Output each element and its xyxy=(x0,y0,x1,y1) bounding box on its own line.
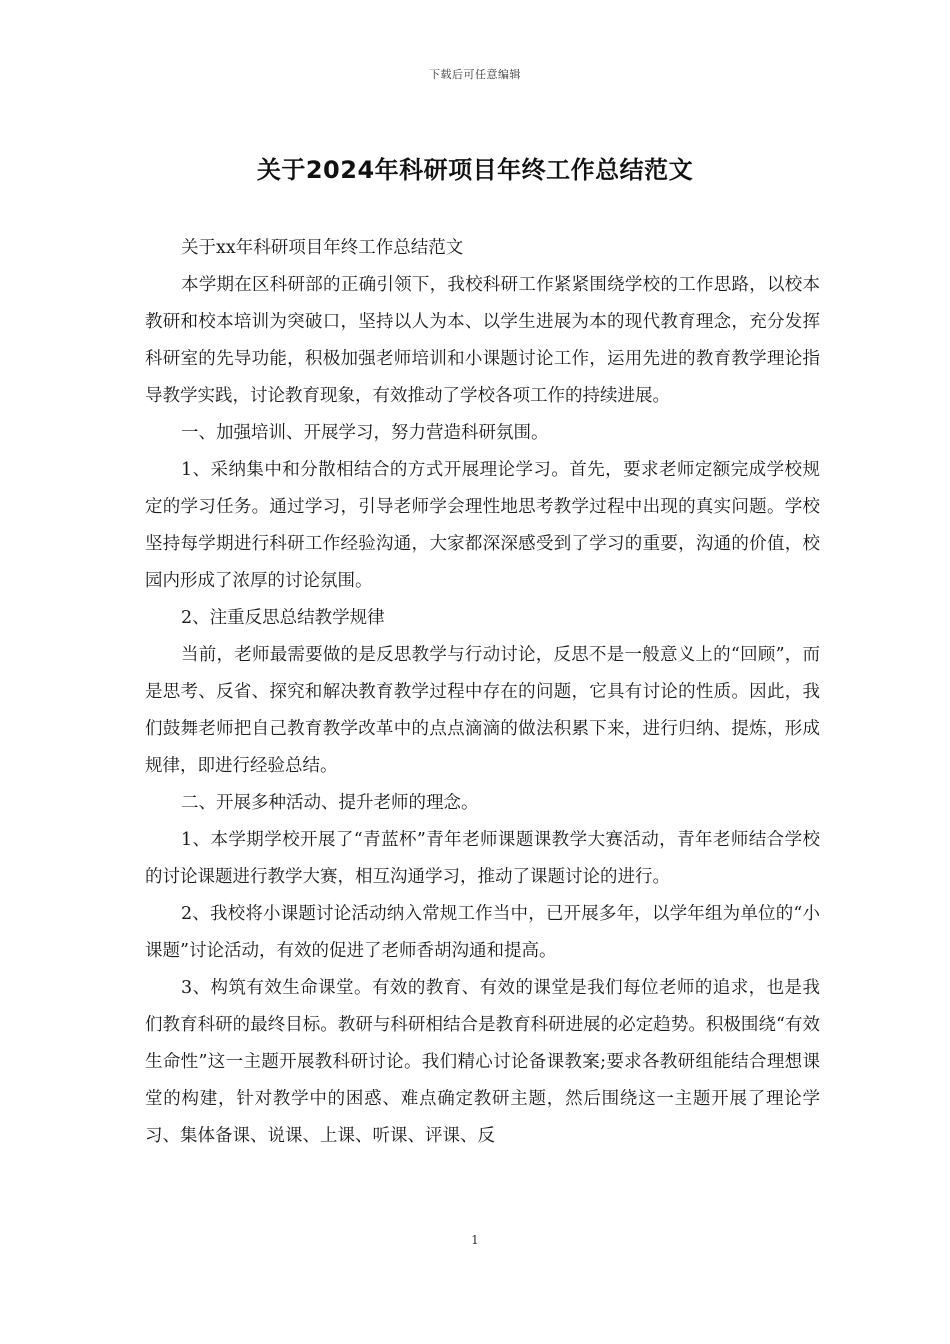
paragraph-subtitle: 关于xx年科研项目年终工作总结范文 xyxy=(181,238,464,258)
paragraph-item-1-1: 1、采纳集中和分散相结合的方式开展理论学习。首先，要求老师定额完成学校规定的学习任务。通过学习，引导老师学会理性地思考教学过程中出现的真实问题。学校坚持每学期进行科研工作经验沟通，大家都深深感受到了学习的重要，沟通的价值，校园内形成了浓厚的讨论氛围。 xyxy=(145,460,820,591)
paragraph-item-1-2: 2、注重反思总结教学规律 xyxy=(181,608,385,628)
paragraph-reflection: 当前，老师最需要做的是反思教学与行动讨论，反思不是一般意义上的“回顾”，而是思考、反省、探究和解决教育教学过程中存在的问题，它具有讨论的性质。因此，我们鼓舞老师把自己教育教学改革中的点点滴滴的做法积累下来，进行归纳、提炼，形成规律，即进行经验总结。 xyxy=(145,645,820,776)
page-number: 1 xyxy=(471,1233,479,1247)
paragraph-item-2-3: 3、构筑有效生命课堂。有效的教育、有效的课堂是我们每位老师的追求，也是我们教育科研的最终目标。教研与科研相结合是教育科研进展的必定趋势。积极围绕“有效生命性”这一主题开展教科研讨论。我们精心讨论备课教案;要求各教研组能结合理想课堂的构建，针对教学中的困惑、难点确定教研主题，然后围绕这一主题开展了理论学习、集体备课、说课、上课、听课、评课、反 xyxy=(145,978,820,1146)
paragraph-item-2-1: 1、本学期学校开展了“青蓝杯”青年老师课题课教学大赛活动，青年老师结合学校的讨论课题进行教学大赛，相互沟通学习，推动了课题讨论的进行。 xyxy=(145,830,820,887)
section-heading-2: 二、开展多种活动、提升老师的理念。 xyxy=(181,793,479,813)
document-body xyxy=(145,230,820,1155)
paragraph-intro: 本学期在区科研部的正确引领下，我校科研工作紧紧围绕学校的工作思路，以校本教研和校本培训为突破口，坚持以人为本、以学生进展为本的现代教育理念，充分发挥科研室的先导功能，积极加强老师培训和小课题讨论工作，运用先进的教育教学理论指导教学实践，讨论教育现象，有效推动了学校各项工作的持续进展。 xyxy=(145,275,820,406)
document-title: 关于2024年科研项目年终工作总结范文 xyxy=(256,156,694,184)
header-note: 下载后可任意编辑 xyxy=(429,68,521,81)
paragraph-item-2-2: 2、我校将小课题讨论活动纳入常规工作当中，已开展多年，以学年组为单位的“小课题”讨论活动，有效的促进了老师香胡沟通和提高。 xyxy=(145,904,820,961)
section-heading-1: 一、加强培训、开展学习，努力营造科研氛围。 xyxy=(181,423,549,443)
